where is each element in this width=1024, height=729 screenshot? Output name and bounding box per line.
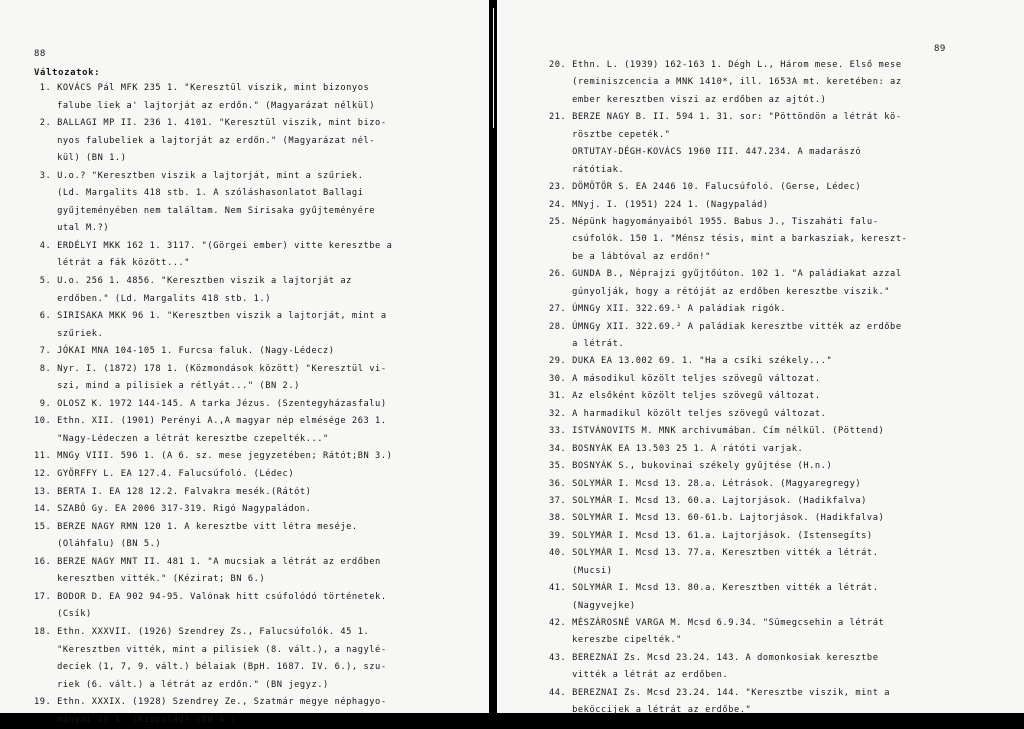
text-line: 43. BEREZNAI Zs. Mcsd 23.24. 143. A domonkosiak keresztbe bbox=[549, 652, 879, 663]
section-heading: Változatok: bbox=[34, 68, 101, 78]
text-line: deciek (1, 7, 9. vált.) bélaiak (BpH. 1687. IV. 6.), szu- bbox=[34, 662, 387, 673]
text-line: 29. DUKA EA 13.002 69. 1. "Ha a csíki székely..." bbox=[549, 356, 833, 367]
page-number: 89 bbox=[934, 44, 946, 54]
right-page bbox=[497, 0, 1024, 716]
text-line: vitték a létrát az erdőben. bbox=[549, 670, 729, 681]
text-line: 5. U.o. 256 1. 4856. "Keresztben viszik a lajtorját az bbox=[34, 276, 352, 287]
text-line: be a lábtóval az erdőn!" bbox=[549, 251, 711, 262]
text-line: kül) (BN 1.) bbox=[34, 153, 127, 164]
text-line: létrát a fák között..." bbox=[34, 258, 191, 269]
text-line: szűriek. bbox=[34, 328, 104, 339]
left-page bbox=[0, 0, 489, 725]
text-line: 21. BERZE NAGY B. II. 594 1. 31. sor: "Pöttöndön a létrát kö- bbox=[549, 112, 902, 123]
text-line: (reminiszcencia a MNK 1410*, ill. 1653A mt. keretében: az bbox=[549, 77, 902, 88]
text-line: 28. ÚMNGy XII. 322.69.² A paládiak keresztbe vitték az erdőbe bbox=[549, 321, 902, 332]
text-line: 9. OLOSZ K. 1972 144-145. A tarka Jézus. (Szentegyházasfalu) bbox=[34, 398, 387, 409]
text-line: "Keresztben vitték, mint a pilisiek (8. vált.), a nagylé- bbox=[34, 644, 387, 655]
text-line: 3. U.o.? "Keresztben viszik a lajtorját, mint a szűriek. bbox=[34, 170, 364, 181]
text-line: 42. MÉSZÁROSNÉ VARGA M. Mcsd 6.9.34. "Sümegcsehin a létrát bbox=[549, 618, 885, 628]
text-line: 20. Ethn. L. (1939) 162-163 1. Dégh L., Három mese. Első mese bbox=[549, 60, 902, 70]
text-line: 39. SOLYMÁR I. Mcsd 13. 61.a. Lajtorjások. (Istensegíts) bbox=[549, 530, 873, 541]
text-line: 14. SZABÓ Gy. EA 2006 317-319. Rigó Nagypaládon. bbox=[34, 504, 312, 515]
text-line: erdőben." (Ld. Margalits 418 stb. 1.) bbox=[34, 293, 271, 304]
text-line: 19. Ethn. XXXIX. (1928) Szendrey Ze., Szatmár megye néphagyo- bbox=[34, 697, 387, 708]
text-line: gyűjteményében nem találtam. Nem Sirisaka gyűjteményére bbox=[34, 205, 376, 216]
text-line: 24. MNyj. I. (1951) 224 1. (Nagypalád) bbox=[549, 199, 769, 210]
text-line: 15. BERZE NAGY RMN 120 1. A keresztbe vitt létra meséje. bbox=[34, 521, 358, 532]
text-line: 33. ISTVÁNOVITS M. MNK archivumában. Cím nélkül. (Pöttend) bbox=[549, 426, 885, 437]
text-line: 44. BEREZNAI Zs. Mcsd 23.24. 144. "Keresztbe viszik, mint a bbox=[549, 687, 891, 698]
text-line: utal M.?) bbox=[34, 223, 110, 234]
text-line: rátótiak. bbox=[549, 164, 625, 175]
text-line: 1. KOVÁCS Pál MFK 235 1. "Keresztül viszik, mint bizonyos bbox=[34, 83, 370, 93]
text-line: 32. A harmadikul közölt teljes szövegű változat. bbox=[549, 408, 827, 419]
text-line: 7. JÓKAI MNA 104-105 1. Furcsa faluk. (Nagy-Lédecz) bbox=[34, 346, 335, 357]
text-line: "Nagy-Lédeczen a létrát keresztbe czepelték..." bbox=[34, 433, 329, 444]
text-line: 25. Népünk hagyományaiból 1955. Babus J., Tiszaháti falu- bbox=[549, 216, 879, 227]
text-line: 26. GUNDA B., Néprajzi gyűjtőúton. 102 1. "A paládiakat azzal bbox=[549, 269, 902, 280]
text-line: (Mucsi) bbox=[549, 565, 613, 576]
text-line: a létrát. bbox=[549, 339, 625, 349]
text-line: (Ld. Margalits 418 stb. 1. A szóláshasonlatot Ballagi bbox=[34, 188, 364, 199]
text-line: 30. A másodikul közölt teljes szövegű változat. bbox=[549, 373, 821, 384]
text-line: 27. ÚMNGy XII. 322.69.¹ A paládiak rigók. bbox=[549, 304, 786, 315]
text-line: ember keresztben viszi az erdőben az ajtót.) bbox=[549, 94, 827, 105]
text-line: 38. SOLYMÁR I. Mcsd 13. 60-61.b. Lajtorjások. (Hadikfalva) bbox=[549, 513, 885, 524]
text-line: 13. BERTA I. EA 128 12.2. Falvakra mesék.(Rátót) bbox=[34, 486, 312, 497]
text-line: 12. GYÖRFFY L. EA 127.4. Falucsúfoló. (Lédec) bbox=[34, 469, 295, 480]
text-line: 23. DÖMÖTÖR S. EA 2446 10. Falucsúfoló. (Gerse, Lédec) bbox=[549, 182, 862, 193]
page-divider bbox=[493, 8, 494, 128]
text-line: falube liek a' lajtorját az erdőn." (Magyarázat nélkül) bbox=[34, 100, 376, 111]
page-number: 88 bbox=[34, 49, 46, 59]
text-line: (Nagyvejke) bbox=[549, 600, 636, 611]
text-line: 16. BERZE NAGY MNT II. 481 1. "A mucsiak a létrát az erdőben bbox=[34, 556, 381, 567]
text-line: nyos falubeliek a lajtorját az erdőn." (Magyarázat nél- bbox=[34, 135, 376, 146]
text-line: 4. ERDÉLYI MKK 162 1. 3117. "(Görgei ember) vitte keresztbe a bbox=[34, 240, 393, 251]
text-line: beköccijek a létrát az erdőbe." bbox=[549, 705, 752, 716]
text-line: csúfolók. 150 1. "Ménsz tésis, mint a barkasziak, kereszt- bbox=[549, 234, 908, 245]
text-line: 35. BOSNYÁK S., bukovinai székely gyűjtése (H.n.) bbox=[549, 461, 833, 472]
text-line: gúnyolják, hogy a rétóját az erdőben keresztbe viszik." bbox=[549, 286, 891, 297]
text-line: riek (6. vált.) a létrát az erdőn." (BN jegyz.) bbox=[34, 679, 329, 690]
text-line: 31. Az elsőként közölt teljes szövegű változat. bbox=[549, 391, 821, 402]
text-line: 11. MNGy VIII. 596 1. (A 6. sz. mese jegyzetében; Rátót;BN 3.) bbox=[34, 451, 393, 462]
text-line: 40. SOLYMÁR I. Mcsd 13. 77.a. Keresztben vitték a létrát. bbox=[549, 548, 879, 559]
variant-list bbox=[34, 80, 392, 729]
text-line: 6. SIRISAKA MKK 96 1. "Keresztben viszik a lajtorját, mint a bbox=[34, 311, 387, 322]
text-line: keresztben vitték." (Kézirat; BN 6.) bbox=[34, 574, 266, 585]
text-line: kereszbe cipelték." bbox=[549, 635, 682, 646]
text-line: szi, mind a pilisiek a rétlyát..." (BN 2.) bbox=[34, 381, 300, 392]
text-line: 10. Ethn. XII. (1901) Perényi A.,A magyar nép elmésége 263 1. bbox=[34, 416, 387, 427]
text-line: (Csík) bbox=[34, 609, 92, 620]
text-line: 2. BALLAGI MP II. 236 1. 4101. "Keresztül viszik, mint bizo- bbox=[34, 118, 387, 129]
text-line: 37. SOLYMÁR I. Mcsd 13. 60.a. Lajtorjások. (Hadikfalva) bbox=[549, 495, 867, 506]
text-line: 36. SOLYMÁR I. Mcsd 13. 28.a. Létrások. (Magyaregregy) bbox=[549, 478, 862, 489]
text-line: 34. BOSNYÁK EA 13.503 25 1. A rátóti varjak. bbox=[549, 443, 804, 454]
variant-list bbox=[549, 57, 907, 720]
text-line: ORTUTAY-DÉGH-KOVÁCS 1960 III. 447.234. A madarászó bbox=[549, 147, 862, 158]
text-line: 18. Ethn. XXXVII. (1926) Szendrey Zs., Falucsúfolók. 45 1. bbox=[34, 626, 370, 637]
text-line: rösztbe cepeték." bbox=[549, 129, 671, 140]
text-line: 41. SOLYMÁR I. Mcsd 13. 80.a. Keresztben vitték a létrát. bbox=[549, 583, 879, 594]
text-line: mányai 29 1. (Kispalád) (BN 4.) bbox=[34, 714, 237, 725]
text-line: (Oláhfalu) (BN 5.) bbox=[34, 539, 162, 550]
text-line: 17. BODOR D. EA 902 94-95. Valónak hitt csúfolódó történetek. bbox=[34, 591, 387, 602]
text-line: 8. Nyr. I. (1872) 178 1. (Közmondások között) "Keresztül vi- bbox=[34, 363, 387, 374]
